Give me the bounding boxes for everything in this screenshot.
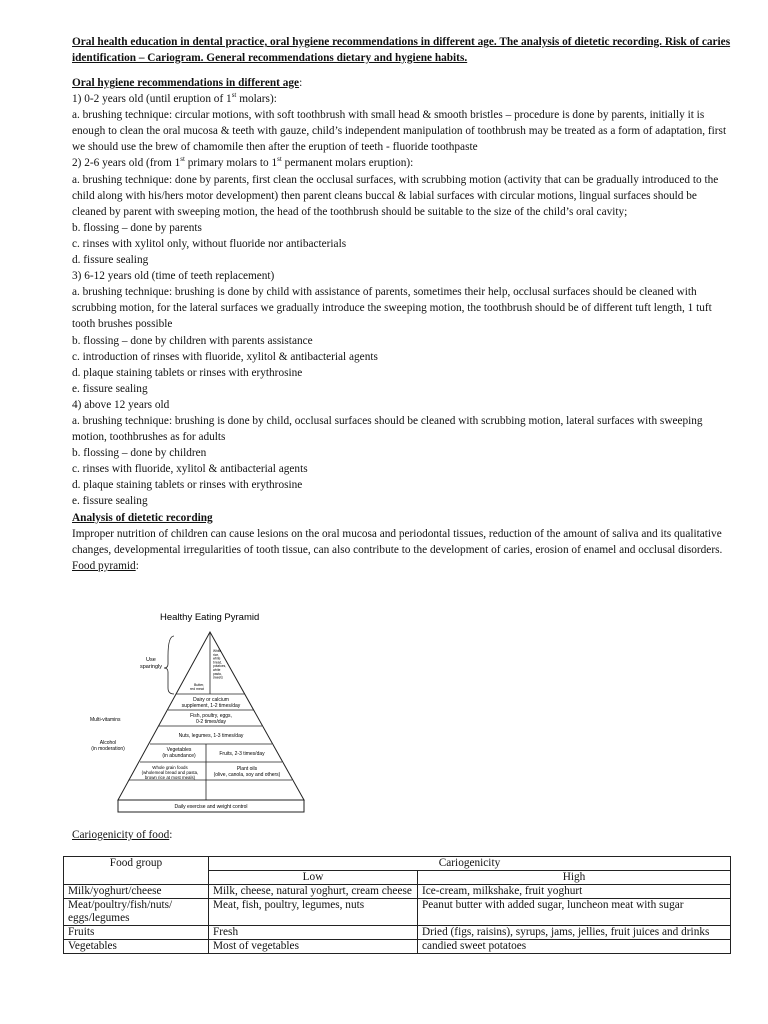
svg-text:Alcohol(in moderation): Alcohol (in moderation) [91,740,125,752]
list-item: 1) 0-2 years old (until eruption of 1st molars): [72,91,277,106]
cell-group: Vegetables [64,940,209,954]
cell-low: Most of vegetables [209,940,418,954]
svg-text:Usesparingly: Use sparingly [140,657,163,670]
list-item: b. flossing – done by children with parents assistance [72,334,313,347]
list-item: a. brushing technique: brushing is done by child with assistance of parents, sometimes their help, occlusal surfaces should be cleaned with scrubbing motion, for the lateral surfaces we gradually introduce the sweeping motion, the toothbrush should be of different tuft length, 1 tuft tooth brushes possible [72,286,712,331]
table-header-row [64,857,731,871]
cell-high: Peanut butter with added sugar, luncheon meat with sugar [418,899,731,926]
cell-high: Dried (figs, raisins), syrups, jams, jellies, fruit juices and drinks [418,926,731,940]
list-item: e. fissure sealing [72,382,148,395]
svg-text:Dairy or calciumsupplement, 1-: Dairy or calcium supplement, 1-2 times/day [181,697,241,709]
svg-text:Multi-vitamins: Multi-vitamins [90,717,121,723]
col-high: High [418,871,731,885]
list-item: b. flossing – done by children [72,447,207,460]
table-row [64,899,731,926]
svg-text:Fish, poultry, eggs,0-2 times/: Fish, poultry, eggs, 0-2 times/day [190,713,232,725]
cell-group: Meat/poultry/fish/nuts/ eggs/legumes [64,899,209,926]
food-pyramid-label: Food pyramid: [72,559,139,572]
oral-hygiene-list [72,91,732,509]
section-heading-oral-hygiene: Oral hygiene recommendations in different age: [72,77,303,89]
pyramid-title: Healthy Eating Pyramid [160,612,260,623]
list-item: d. fissure sealing [72,254,149,267]
section-heading-dietetic: Analysis of dietetic recording [72,511,213,524]
cell-group: Milk/yoghurt/cheese [64,885,209,899]
list-item: 2) 2-6 years old (from 1st primary molars to 1st permanent molars eruption): [72,155,414,170]
cell-low: Fresh [209,926,418,940]
dietetic-paragraph: Improper nutrition of children can cause lesions on the oral mucosa and periodontal tissues, reduction of the amount of saliva and its qualitative changes, developmental irregularities of tooth tissue, can also contribute to the development of caries, erosion of enamel and occlusal disorders. [72,527,723,556]
list-item: a. brushing technique: circular motions, with soft toothbrush with small head & smooth bristles – procedure is done by parents, initially it is enough to clean the oral mucosa & teeth with gauze, child’s independent manipulation of toothbrush may be treated as a form of adaptation, first we should use the brew of chamomile then after the eruption of teeth - fluoride toothpaste [72,109,727,154]
svg-text:Vegetables(in abundance): Vegetables (in abundance) [162,747,196,759]
col-food-group: Food group [64,857,209,885]
list-item: 4) above 12 years old [72,398,170,411]
cariogenicity-heading: Cariogenicity of food: [72,829,173,841]
pyramid-figure [90,606,326,818]
list-item: c. introduction of rinses with fluoride, xylitol & antibacterial agents [72,350,378,363]
list-item: 3) 6-12 years old (time of teeth replacement) [72,270,275,283]
cell-group: Fruits [64,926,209,940]
document-title: Oral health education in dental practice, oral hygiene recommendations in different age. The analysis of dietetic recording. Risk of caries identification – Cariogram. General recommendations dietary and hygiene habits. [72,36,731,64]
svg-text:Plant oils(olive, canola, soy: Plant oils (olive, canola, soy and others) [213,766,281,778]
list-item: b. flossing – done by parents [72,221,202,234]
cell-low: Milk, cheese, natural yoghurt, cream cheese [209,885,418,899]
cariogenicity-table [63,856,731,954]
col-cariogenicity: Cariogenicity [209,857,731,871]
svg-text:Fruits, 2-3 times/day: Fruits, 2-3 times/day [219,751,265,757]
svg-text:Butter,red meat: Butter, red meat [190,683,205,691]
cell-low: Meat, fish, poultry, legumes, nuts [209,899,418,926]
svg-text:Daily exercise and weight cont: Daily exercise and weight control [174,804,248,810]
cell-high: candied sweet potatoes [418,940,731,954]
col-low: Low [209,871,418,885]
list-item: a. brushing technique: done by parents, first clean the occlusal surfaces, with scrubbing motion (activity that can be gradually introduced to the child along with his/hers motor development) then parent cleans buccal & labial surfaces with circular motions, lingual surfaces should be cleaned by parent with sweeping motion, the head of the toothbrush should be suitable to the size of the child’s oral cavity; [72,173,719,218]
table-row [64,885,731,899]
list-item: d. plaque staining tablets or rinses with erythrosine [72,479,303,492]
svg-text:Whiterice,whitebread,potatoes,: White rice, white bread, potatoes, white pasta, sweets [213,649,227,680]
list-item: e. fissure sealing [72,495,148,508]
table-row [64,926,731,940]
svg-text:Whole grain foods(wholemeal br: Whole grain foods (wholemeal bread and pasta, brown rice at most meals) [141,765,199,780]
cell-high: Ice-cream, milkshake, fruit yoghurt [418,885,731,899]
list-item: c. rinses with fluoride, xylitol & antibacterial agents [72,463,308,476]
document-page [72,34,732,574]
svg-text:Nuts, legumes, 1-3 times/day: Nuts, legumes, 1-3 times/day [178,733,244,739]
list-item: d. plaque staining tablets or rinses with erythrosine [72,366,303,379]
list-item: c. rinses with xylitol only, without fluoride nor antibacterials [72,237,347,250]
table-row [64,940,731,954]
healthy-eating-pyramid [90,606,326,818]
list-item: a. brushing technique: brushing is done by child, occlusal surfaces should be cleaned with scrubbing motion, lateral surfaces with sweeping motion, toothbrushes as for adults [72,414,703,444]
